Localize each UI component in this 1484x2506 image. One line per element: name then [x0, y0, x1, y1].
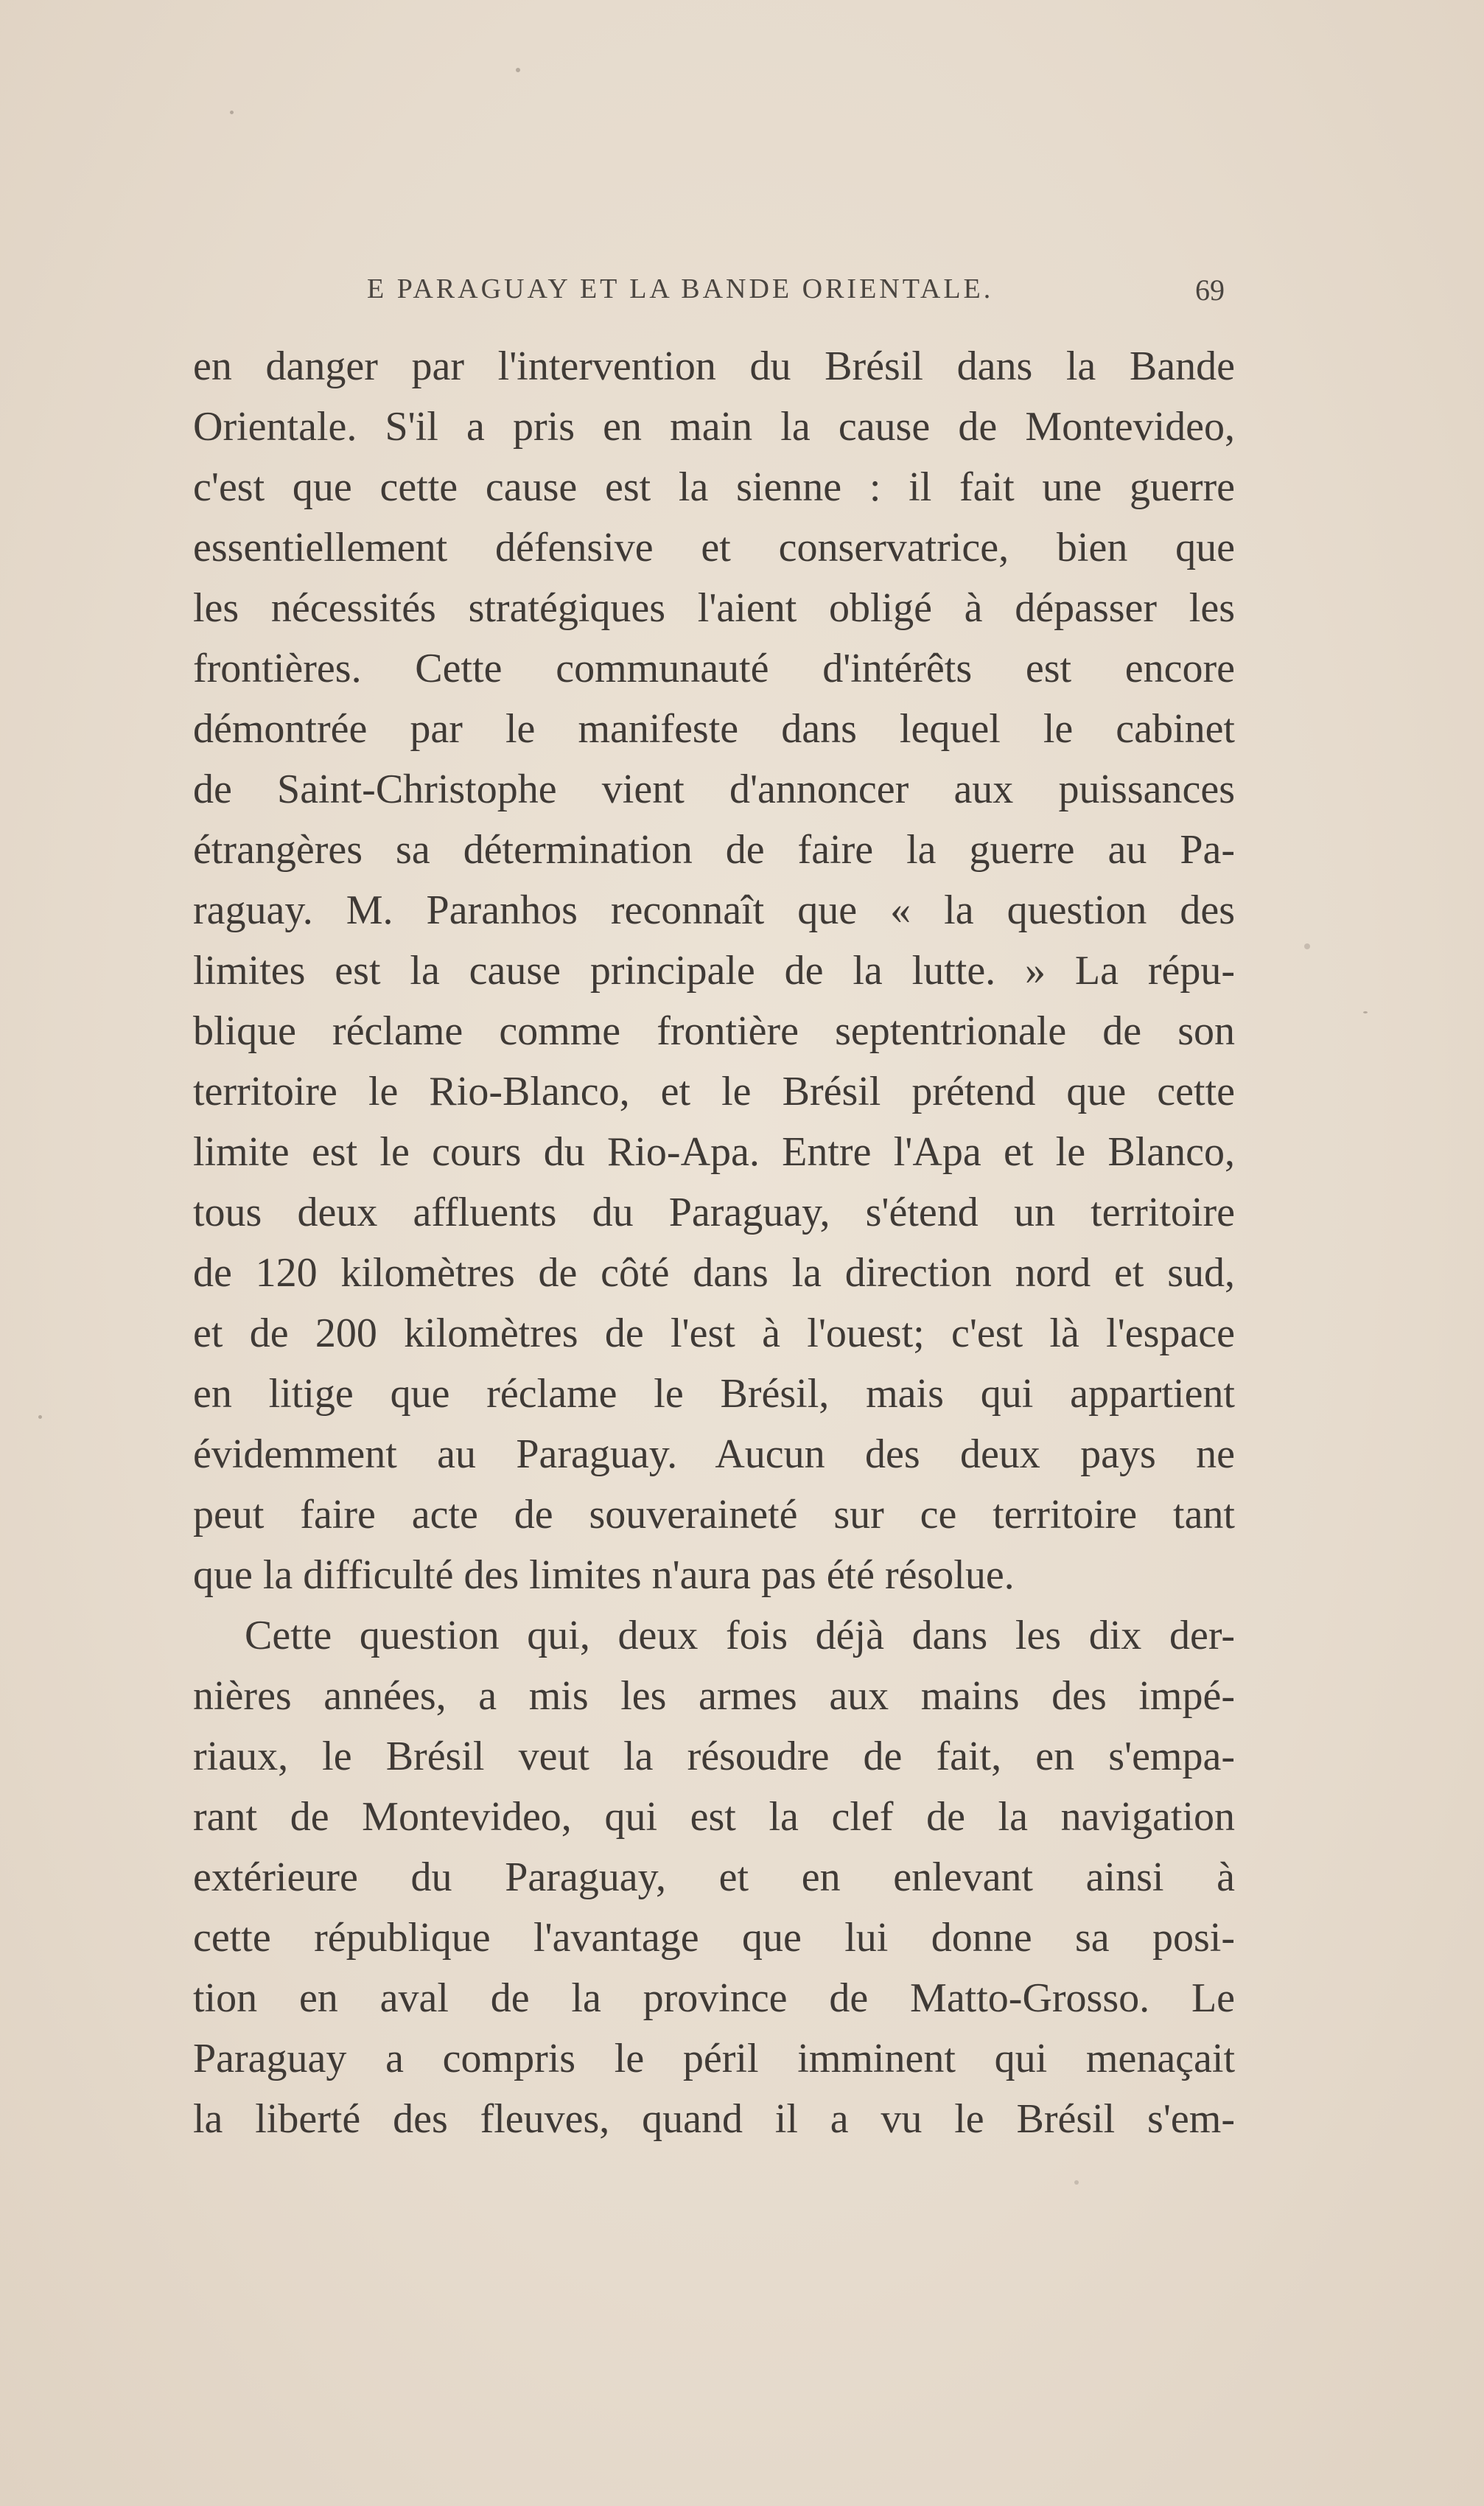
text-line: que la difficulté des limites n'aura pas été résolue.	[193, 1552, 1015, 1598]
running-title: E PARAGUAY ET LA BANDE ORIENTALE.	[367, 273, 994, 304]
text-line: peut faire acte de souveraineté sur ce territoire tant	[193, 1492, 1235, 1538]
text-line: en litige que réclame le Brésil, mais qui appartient	[193, 1371, 1235, 1417]
text-line: frontières. Cette communauté d'intérêts est encore	[193, 646, 1235, 691]
page-number: 69	[1195, 273, 1225, 307]
text-line: cette république l'avantage que lui donne sa posi-	[193, 1915, 1235, 1961]
text-line: la liberté des fleuves, quand il a vu le Brésil s'em-	[193, 2096, 1235, 2142]
text-line: extérieure du Paraguay, et en enlevant ainsi à	[193, 1854, 1235, 1900]
text-line: limites est la cause principale de la lutte. » La répu-	[193, 948, 1235, 994]
text-line: évidemment au Paraguay. Aucun des deux pays ne	[193, 1431, 1235, 1477]
page-header	[367, 273, 1251, 317]
text-line: de 120 kilomètres de côté dans la direction nord et sud,	[193, 1250, 1235, 1296]
text-line: de Saint-Christophe vient d'annoncer aux puissances	[193, 767, 1235, 812]
text-line: Paraguay a compris le péril imminent qui menaçait	[193, 2036, 1235, 2081]
text-line: limite est le cours du Rio-Apa. Entre l'Apa et le Blanco,	[193, 1129, 1235, 1175]
text-line: essentiellement défensive et conservatrice, bien que	[193, 525, 1235, 570]
paragraph-2	[193, 1605, 1235, 2149]
paper-speck	[38, 1415, 42, 1419]
paper-speck	[230, 111, 234, 114]
paper-speck	[1304, 943, 1310, 949]
text-line: démontrée par le manifeste dans lequel le cabinet	[193, 706, 1235, 752]
text-line: étrangères sa détermination de faire la guerre au Pa-	[193, 827, 1235, 873]
text-line: tous deux affluents du Paraguay, s'étend un territoire	[193, 1190, 1235, 1235]
text-line: rant de Montevideo, qui est la clef de la navigation	[193, 1794, 1235, 1840]
paper-speck	[516, 68, 520, 72]
text-line: Orientale. S'il a pris en main la cause de Montevideo,	[193, 404, 1235, 450]
text-line: c'est que cette cause est la sienne : il fait une guerre	[193, 464, 1235, 510]
text-line: raguay. M. Paranhos reconnaît que « la question des	[193, 887, 1235, 933]
paper-speck	[1363, 1011, 1368, 1013]
text-line: nières années, a mis les armes aux mains des impé-	[193, 1673, 1235, 1719]
text-line: tion en aval de la province de Matto-Grosso. Le	[193, 1975, 1235, 2021]
text-line: Cette question qui, deux fois déjà dans les dix der-	[245, 1613, 1235, 1658]
text-line: blique réclame comme frontière septentrionale de son	[193, 1008, 1235, 1054]
paragraph-1	[193, 336, 1235, 1605]
text-line: les nécessités stratégiques l'aient obligé à dépasser les	[193, 585, 1235, 631]
text-line: et de 200 kilomètres de l'est à l'ouest; c'est là l'espace	[193, 1310, 1235, 1356]
text-line: en danger par l'intervention du Brésil dans la Bande	[193, 343, 1235, 389]
body-text	[193, 336, 1235, 2149]
paper-speck	[1074, 2180, 1079, 2185]
text-line: territoire le Rio-Blanco, et le Brésil prétend que cette	[193, 1069, 1235, 1114]
text-line: riaux, le Brésil veut la résoudre de fait, en s'empa-	[193, 1734, 1235, 1779]
